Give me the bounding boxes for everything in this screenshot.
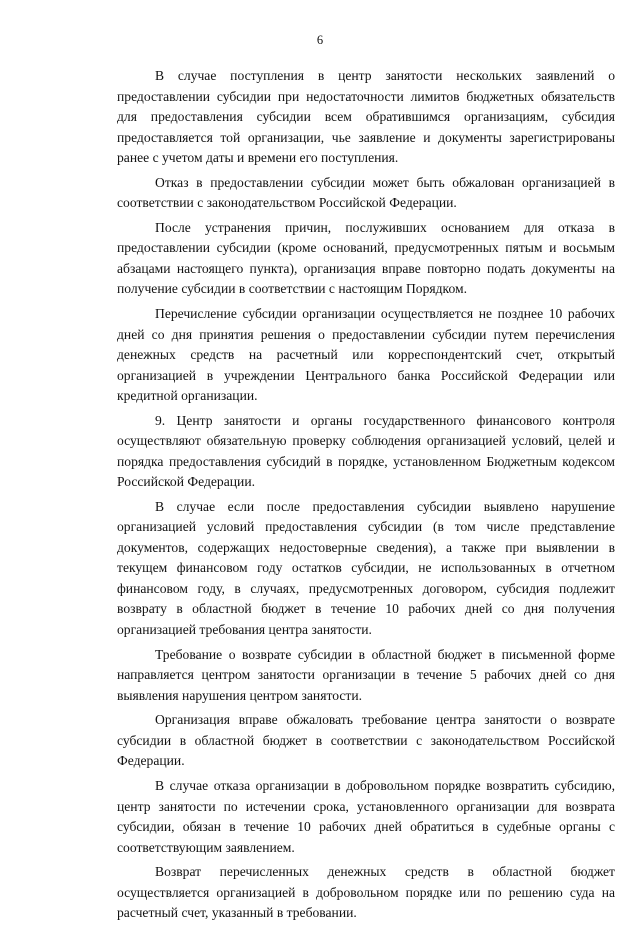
- paragraph-5: 9. Центр занятости и органы государственного финансового контроля осуществляют обязательную проверку соблюдения организацией условий, целей и порядка предоставления субсидий в порядке, установленном Бюджетным кодексом Российской Федерации.: [117, 412, 615, 490]
- paragraph-10: Возврат перечисленных денежных средств в областной бюджет осуществляется организацией в добровольном порядке или по решению суда на расчетный счет, указанный в требовании.: [117, 864, 615, 921]
- paragraph-4: Перечисление субсидии организации осуществляется не позднее 10 рабочих дней со дня принятия решения о предоставлении субсидии путем перечисления денежных средств на расчетный или корреспондентский счет, открытый организацией в учреждении Центрального банка Российской Федерации или кредитной организации.: [117, 306, 615, 404]
- page-number: 6: [316, 33, 324, 47]
- paragraph-9: В случае отказа организации в добровольном порядке возвратить субсидию, центр занятости по истечении срока, установленного организации для возврата субсидии, обязан в течение 10 рабочих дней обратиться в судебные органы с соответствующим заявлением.: [117, 778, 615, 855]
- paragraph-1: В случае поступления в центр занятости нескольких заявлений о предоставлении субсидии при недостаточности лимитов бюджетных обязательств для предоставления субсидии всем обратившимся организациям, субсидия предоставляется той организации, чье заявление и документы зарегистрированы ранее с учетом даты и времени его поступления.: [117, 68, 615, 165]
- paragraph-7: Требование о возврате субсидии в областной бюджет в письменной форме направляется центром занятости организации в течение 5 рабочих дней со дня выявления нарушения центром занятости.: [117, 646, 615, 703]
- paragraph-2: Отказ в предоставлении субсидии может быть обжалован организацией в соответствии с законодательством Российской Федерации.: [117, 174, 615, 211]
- paragraph-8: Организация вправе обжаловать требование центра занятости о возврате субсидии в областной бюджет в соответствии с законодательством Российской Федерации.: [117, 712, 615, 769]
- paragraph-6: В случае если после предоставления субсидии выявлено нарушение организацией условий предоставления субсидии (в том числе представление документов, содержащих недостоверные сведения), а также при выявлении в текущем финансовом году остатков субсидии, не использованных в отчетном финансовом году, в случаях, предусмотренных договором, субсидия подлежит возврату в областной бюджет в течение 10 рабочих дней со дня получения организацией требования центра занятости.: [117, 498, 615, 637]
- paragraph-3: После устранения причин, послуживших основанием для отказа в предоставлении субсидии (кроме оснований, предусмотренных пятым и восьмым абзацами настоящего пункта), организация вправе повторно подать документы на получение субсидии в соответствии с настоящим Порядком.: [117, 219, 615, 297]
- document-body: [117, 66, 615, 928]
